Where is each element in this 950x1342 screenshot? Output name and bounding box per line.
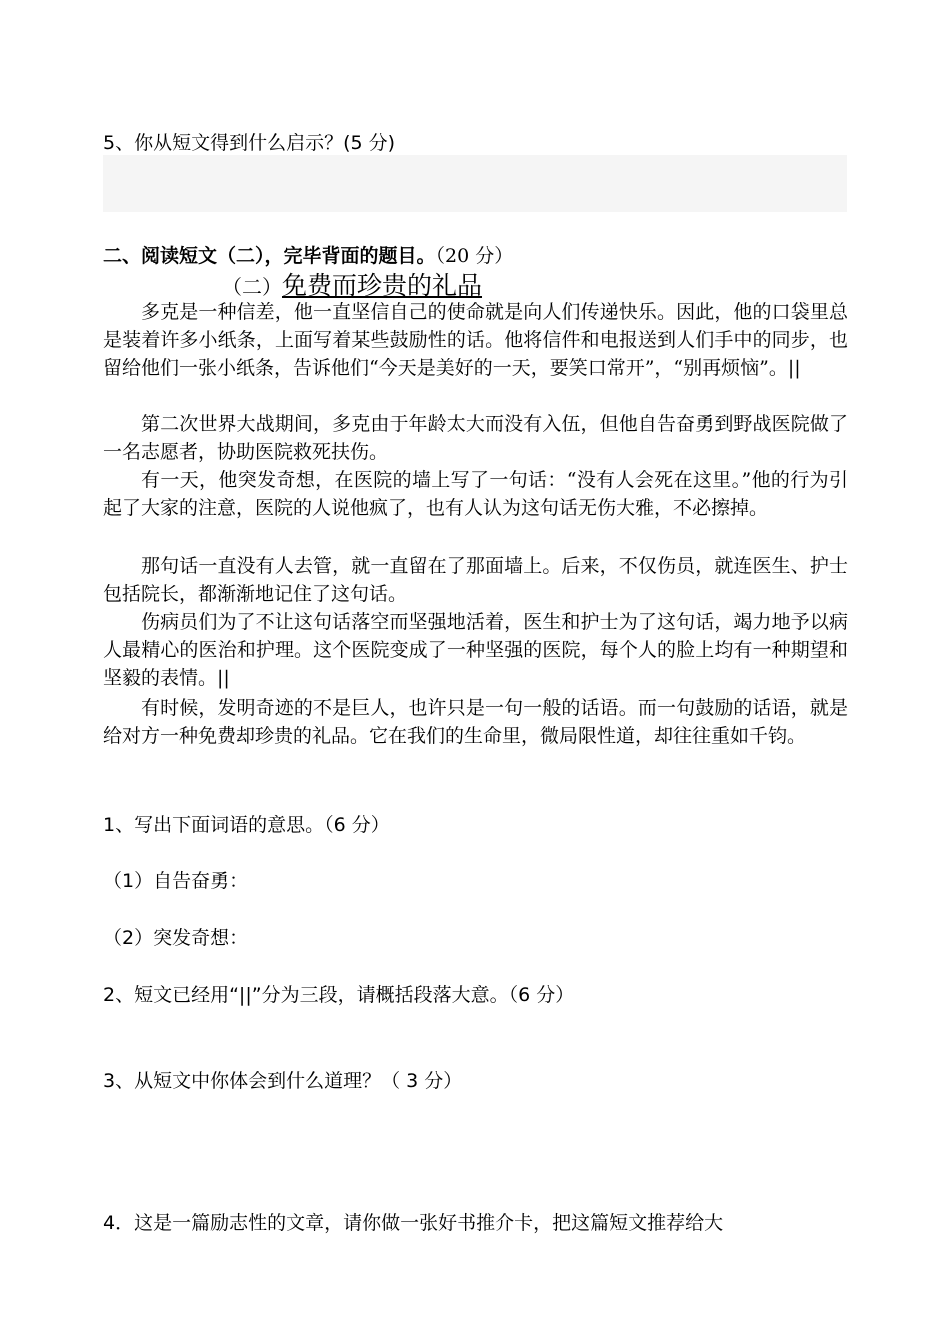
story-title [222,266,482,302]
section-heading [103,241,513,268]
story-paragraph-3: 有一天，他突发奇想，在医院的墙上写了一句话：“没有人会死在这里。”他的行为引起了大家的注意，医院的人说他疯了，也有人认为这句话无伤大雅，不必擦掉。 [103,469,848,519]
question-1-b: （2）突发奇想： [103,927,249,949]
question-2: 2、短文已经用“||”分为三段，请概括段落大意。（6 分） [103,984,575,1006]
question-1: 1、写出下面词语的意思。（6 分） [103,814,390,836]
question-5-prev: 5、你从短文得到什么启示？(5 分) [103,132,396,154]
answer-box [103,155,847,212]
question-4: 4．这是一篇励志性的文章，请你做一张好书推介卡，把这篇短文推荐给大 [103,1212,724,1234]
story-paragraph-2: 第二次世界大战期间，多克由于年龄太大而没有入伍，但他自告奋勇到野战医院做了一名志愿者，协助医院救死扶伤。 [103,413,848,463]
question-1-a: （1）自告奋勇： [103,870,249,892]
question-3: 3、从短文中你体会到什么道理？（ 3 分） [103,1070,463,1092]
story-title-prefix: （二） [222,275,282,299]
story-paragraph-1: 多克是一种信差，他一直坚信自己的使命就是向人们传递快乐。因此，他的口袋里总是装着许多小纸条，上面写着某些鼓励性的话。他将信件和电报送到人们手中的同步，也留给他们一张小纸条，告诉他们“今天是美好的一天，要笑口常开”，“别再烦恼”。|| [103,301,848,379]
story-title-main: 免费而珍贵的礼品 [282,271,483,300]
story-paragraph-5: 伤病员们为了不让这句话落空而坚强地活着，医生和护士为了这句话，竭力地予以病人最精心的医治和护理。这个医院变成了一种坚强的医院，每个人的脸上均有一种期望和坚毅的表情。|| [103,611,848,689]
section-heading-text: 二、阅读短文（二），完毕背面的题目。 [103,245,436,267]
story-paragraph-4: 那句话一直没有人去管，就一直留在了那面墙上。后来，不仅伤员，就连医生、护士包括院长，都渐渐地记住了这句话。 [103,555,848,605]
section-points: （20 分） [435,245,514,267]
story-paragraph-6: 有时候，发明奇迹的不是巨人，也许只是一句一般的话语。而一句鼓励的话语，就是给对方一种免费却珍贵的礼品。它在我们的生命里，微局限性道，却往往重如千钧。 [103,697,848,747]
